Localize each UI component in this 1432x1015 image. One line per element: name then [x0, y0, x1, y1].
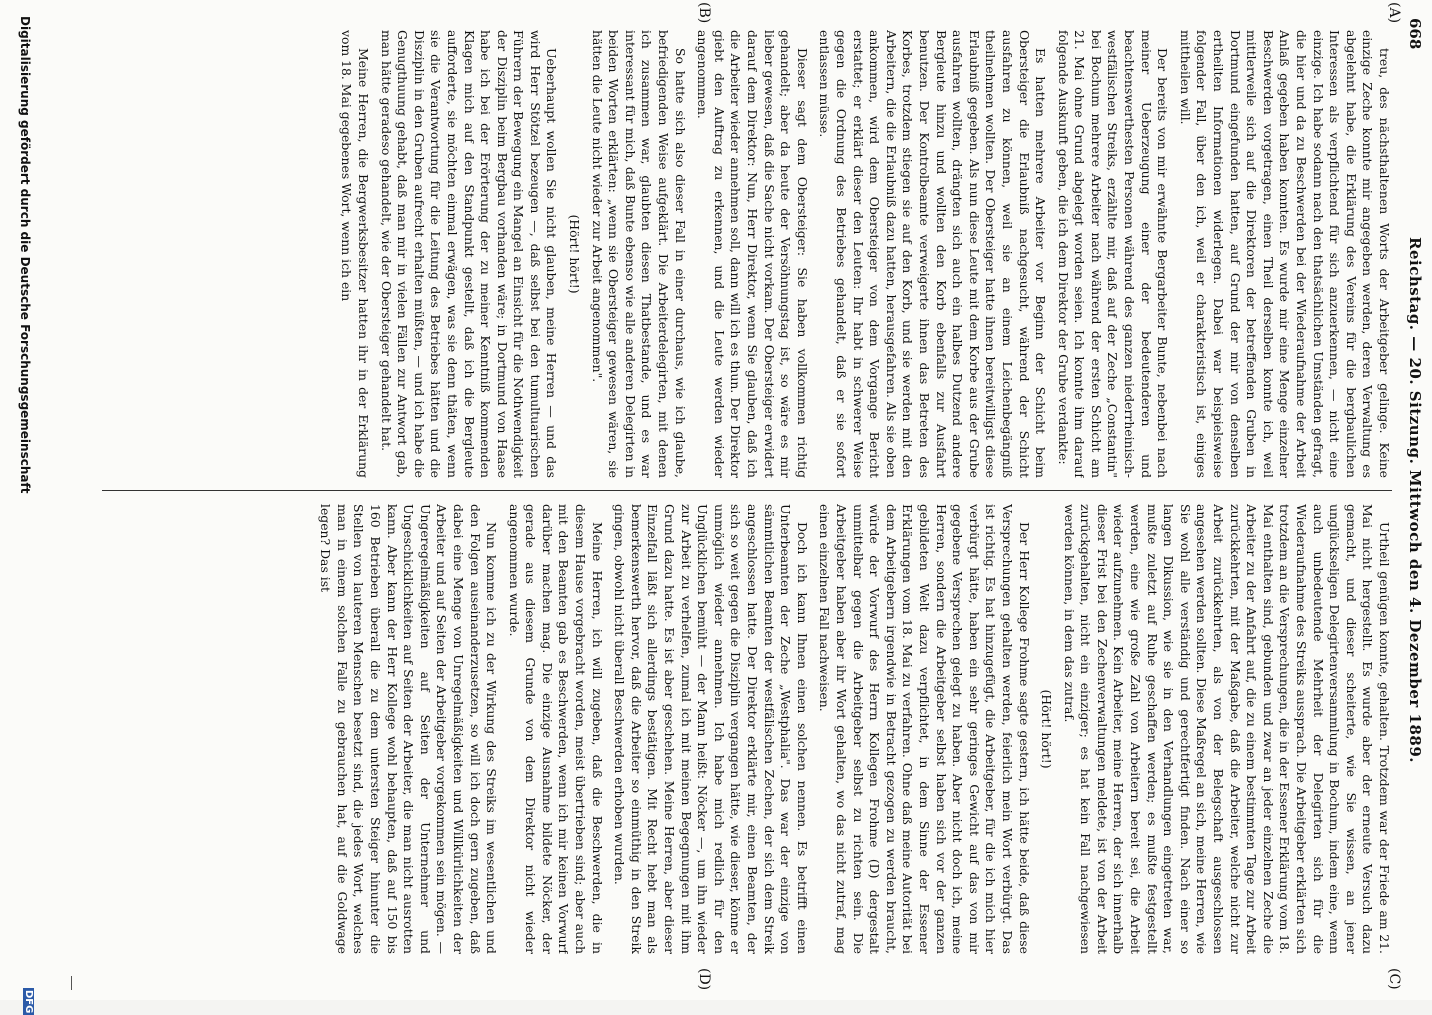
- paragraph: Es hatten mehrere Arbeiter vor Beginn der Schicht beim Obersteiger die Erlaubniß nachgesucht, während der Schicht ausfahren zu können, weil sie an einem Leichenbegängniß theilnehmen wollten. Der Obersteiger hatte ihnen bereitwilligst diese Erlaubniß gegeben. Als nun diese Leute mit dem Korbe aus der Grube ausfahren wollten, drängten sich auch ein halbes Dutzend andere Bergleute hinzu und wollten den Korb ebenfalls zur Ausfahrt benutzen. Der Kontrolbeamte verweigerte ihnen das Betreten des Korbes, trotzdem stiegen sie auf den Korb, und sie werden mit den Arbeitern, die die Erlaubniß dazu hatten, herausgefahren. Als sie oben ankommen, wird dem Obersteiger von dem Vorgange Bericht erstattet; er erklärt dieser den Leuten: Ihr habt in schwerer Weise gegen die Ordnung des Betriebes gehandelt, daß er sie sofort entlassen müsse.: [817, 30, 1049, 478]
- paragraph: Der bereits von mir erwähnte Bergarbeiter Bunte, nebenbei nach meiner Ueberzeugung einer der bedeutenderen und beachtenswerthesten Personen während des ganzen niederrheinisch-westfälischen Streiks, erzählte mir, daß auf der Zeche „Constantin" bei Bochum mehrere Arbeiter nach während der ersten Schicht am 21. Mai ohne Grund abgelegt worden seien. Ich konnte ihm darauf folgende Auskunft geben, die ich dem Direktor der Grube verdankte:: [1055, 30, 1171, 478]
- page-number: 668: [1406, 18, 1424, 50]
- paragraph: Der Herr Kollege Frohme sagte gestern, ich hätte beide, daß diese Versprechungen gehalten werden, feierlich mein Wort verbürgt. Das ist richtig. Es hat hinzugefügt, die Arbeitgeber, für die ich mich hier verbürgt hätte, haben ein sehr geringes Gewicht auf das von mir gegebene Versprechen gelegt zu haben. Aber nicht doch ich, meine Herren, sondern die Arbeitgeber selbst haben sich vor der ganzen gebildeten Welt dazu verpflichtet, in dem Sinne der Essener Erklärungen vom 18. Mai zu verfahren. Ohne daß meine Autorität bei dem Arbeitgebern irgendwie in Betracht gezogen zu werden braucht, würde der Vorwurf des Herrn Kollegen Frohme (D) dergestalt unmittelbar gegen die Arbeitgeber selbst zu richten sein. Die Arbeitgeber haben aber ihr Wort gehalten, wo das nicht zutraf, mag einen einzelnen Fall nachweisen.: [817, 504, 1032, 954]
- margin-mark-a: (A): [1386, 2, 1402, 24]
- interjection: (Hört! hört!): [567, 214, 583, 294]
- margin-mark-b: (B): [696, 2, 712, 24]
- running-title: Reichstag. — 20. Sitzung. Mittwoch den 4. Dezember 1889.: [1406, 236, 1424, 764]
- right-column: [72, 504, 1392, 954]
- paragraph: Dieser sagt dem Obersteiger: Sie haben vollkommen richtig gehandelt; aber da heute der Versöhnungstag ist, so wäre es mir lieber gewesen, daß die Sache nicht vorkam. Der Obersteiger erwidert darauf dem Direktor: Nun, Herr Direktor, wenn Sie glauben, daß ich die Arbeiter wieder annehmen soll, dann will ich es thun. Der Direktor giebt den Auftrag zu erkennen, und die Leute werden wieder angenommen.: [695, 30, 810, 478]
- paragraph: Ueberhaupt wollen Sie nicht glauben, meine Herren — und das wird Herr Stötzel bezeugen —, daß selbst bei den tumultuarischen Führern der Bewegung ein Mangel an Einsicht für die Nothwendigkeit der Disziplin beim Bergbau vorhanden wäre; in Dortmund von Haase habe ich bei der Erörterung der zu meiner Kenntniß kommenden Klagen mich auf den Standpunkt gestellt, daß ich die Bergleute aufforderte, sie möchten einmal erwägen, was sie denn thäten, wenn sie die Verantwortung für die Leitung des Betriebes hätten und die Disziplin in den Gruben aufrecht erhalten müßten, — und ich habe die Genugthuung gehabt, daß man mir in vielen Fällen zur Antwort gab, man hätte geradeso gehandelt, wie der Obersteiger gehandelt hat.: [378, 30, 560, 478]
- page-header: [1394, 0, 1424, 1000]
- scan-edge-mark: [71, 976, 72, 990]
- left-column: [72, 30, 1392, 478]
- paragraph: Meine Herren, ich will zugeben, daß die Beschwerden, die in diesem Hause vorgebracht worden, meist übertrieben sind; aber auch mit den Beamten gab es Beschwerden, wenn ich mir keinen Vorwurf darüber machen mag. Die einzige Ausnahme bildete Nöcker, der gerade aus diesem Grunde von dem Direktor nicht wieder angenommen wurde.: [506, 504, 605, 954]
- paragraph: treu, des nächsthaltenen Worts der Arbeitgeber gelinge. Keine einzige Zeche konnte mir angegeben werden, deren Verwaltung es abgelehnt habe, die Erklärung des Vereins für die bergbaulichen Interessen als verpflichtend für sich anzuerkennen, — nicht eine einzige. Ich habe sodann nach den thatsächlichen Umständen gefragt, die hier und da zu Beschwerden bei der Wiederaufnahme der Arbeit Anlaß gegeben haben konnten. Es wurde mir eine Menge einzelner Beschwerden vorgetragen, einen Theil derselben konnte ich, weil mittlerweile sich auf die Direktoren der betreffenden Gruben in Dortmund eingefunden hatten, auf Grund der mir von denselben ertheilten Informationen widerlegen. Dabei war beispielsweise folgender Fall, über den ich, weil er charakteristisch ist, einiges mittheilen will.: [1177, 30, 1392, 478]
- paragraph: Doch ich kann Ihnen einen solchen nennen. Es betrifft einen Unterbeamten der Zeche „Westphalia". Das war der einzige von sämmtlichen Beamten der westfälischen Zechen, der sich dem Streik angeschlossen hatte. Der Direktor erklärte mir, einen Beamten, der sich so weit gegen die Disziplin vergangen hätte, wie dieser, könne er unmöglich wieder annehmen. Ich habe mich redlich für den Unglücklichen bemüht — der Mann heißt: Nöcker —, um ihn wieder zur Arbeit zu verhelfen, zumal ich mit meinen Begegnungen mit ihm Grund dazu hatte. Es ist aber geschehen. Meine Herren, aber dieser Einzelfall läßt sich allerdings bestätigen. Mit Recht hebt man als bemerkenswerth hervor, daß die Arbeiter so einmüthig in den Streik gingen, obwohl nicht überall Beschwerden erhoben wurden.: [612, 504, 810, 954]
- paragraph: Nun komme ich zu der Wirkung des Streiks im wesentlichen und den Folgen auseinanderzusetzen, so will ich doch gern zugeben, daß dabei eine Menge von Unregelmäßigkeiten und Willkürlichkeiten der Arbeiter und auf Seiten der Arbeitgeber vorgekommen sein mögen. — Ungeregelmäßigkeiten auf Seiten der Unternehmer und Ungeschicklichkeiten auf Seiten der Arbeiter, die man nicht ausrotten kann. Aber kann der Herr Kollege wohl behaupten, daß auf 150 bis 160 Betrieben überall die zu dem untersten Steiger hinunter die Stellen von lauteren Menschen besetzt sind, die jedes Wort, welches man in einem solchen Falle zu gebrauchen hat, auf die Goldwage legen? Das ist: [318, 504, 500, 954]
- margin-mark-c: (C): [1386, 968, 1402, 990]
- paragraph: Urtheil genügen konnte, gehalten. Trotzdem war der Friede am 21. Mai nicht hergestellt. Es wurde aber der erneute Versuch dazu gemacht, und dieser scheiterte, wie Sie wissen, an jener unglückseligen Delegirtenversammlung in Bochum, indem eine, wenn auch unbedeutende Mehrheit der Delegirten sich für die Wiederaufnahme des Streiks aussprach. Die Arbeitgeber erklärten sich trotzdem an die Versprechungen, die in der Essener Erklärung vom 18. Mai enthalten sind, gebunden und zwar an jeder einzelnen Zeche die Arbeiter zu der Anfahrt auf, die zu einem bestimmten Tage zur Arbeit zurückkehrten, mit der Maßgabe, daß die Arbeiter, welche nicht zur Arbeit zurückkehrten, als von der Belegschaft ausgeschlossen angesehen werden sollten. Diese Maßregel an sich, meine Herren, wie Sie wohl alle verständig und gerechtfertigt finden. Nach einer so langen Dikussion, wie sie in den Verhandlungen eingetreten war, mußte zuletzt auf Ruhe geschaffen werden; es mußte festgestellt werden, eine wie große Zahl von Arbeitern bereit sei, die Arbeit wieder aufzunehmen. Kein Arbeiter, meine Herren, der sich innerhalb dieser Frist bei den Zechenverwaltungen meldete, ist von der Arbeit zurückgehalten, nicht ein einziger; es hat kein Fall nachgewiesen werden können, in dem das zutraf.: [1061, 504, 1392, 954]
- dfg-logo: DFG: [23, 990, 34, 1014]
- column-divider: [102, 490, 1392, 491]
- paragraph: Meine Herren, die Bergwerksbesitzer hatten ihr in der Erklärung vom 18. Mai gegebenes Wort, wenn ich ein: [339, 30, 371, 478]
- paragraph: So hatte sich also dieser Fall in einer durchaus, wie ich glaube, befriedigenden Weise aufgeklärt. Die Arbeiterdelegirten, mit denen ich zusammen war, glaubten diesen Thatbestande, und es war interessant für mich, daß Bunte ebenso wie alle anderen Delegirten in beiden Worten erklärten: „wenn sie Obersteiger gewesen wären, sie hätten die Leute nicht wieder zur Arbeit angenommen".: [589, 30, 688, 478]
- footer-text: Digitalisierung gefördert durch die Deutsche Forschungsgemeinschaft: [18, 16, 32, 494]
- margin-mark-d: (D): [696, 968, 712, 991]
- interjection: (Hört! hört!): [1039, 689, 1055, 769]
